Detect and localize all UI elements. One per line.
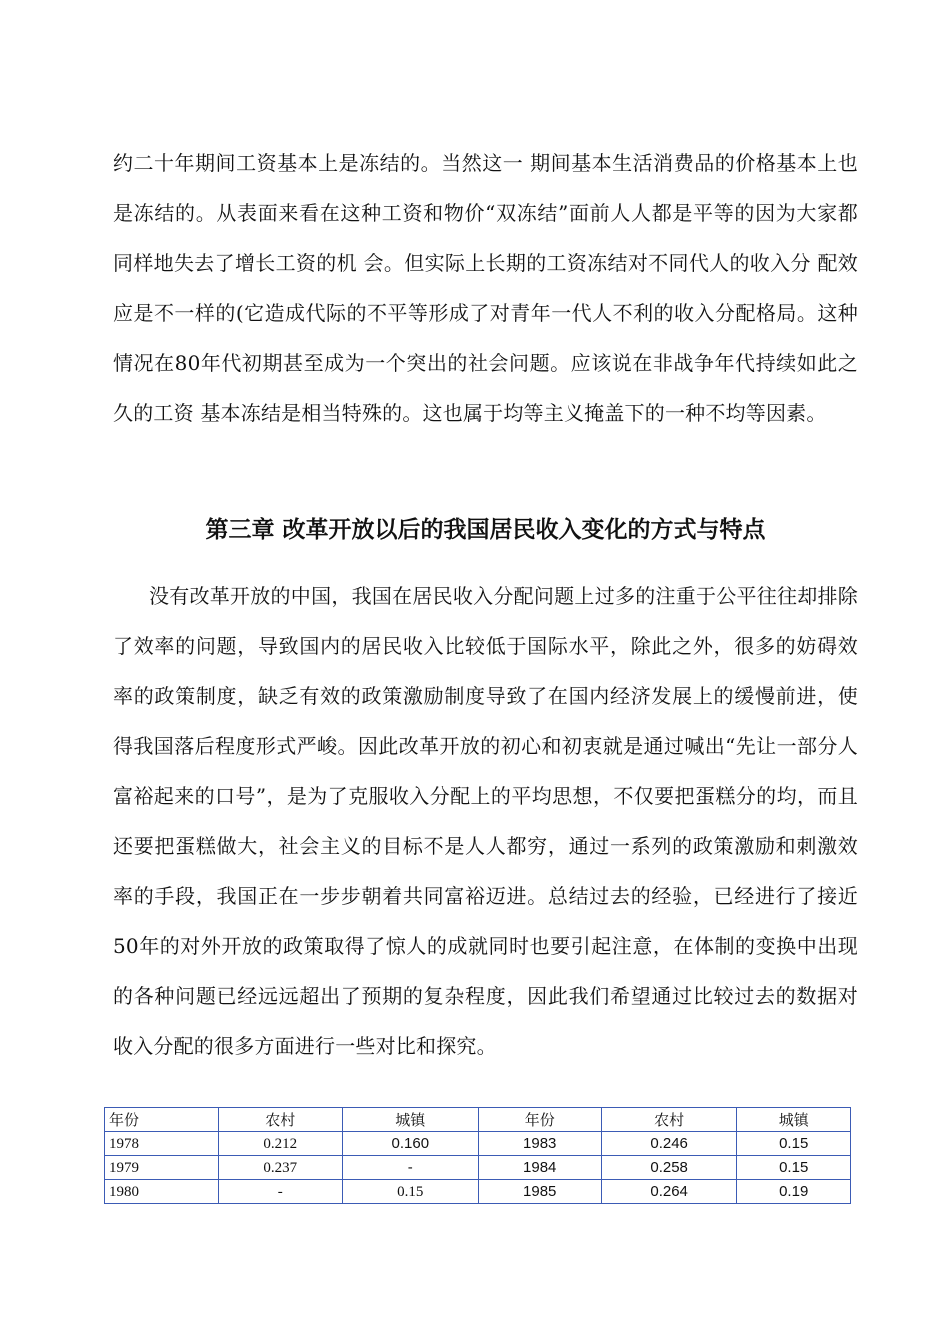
cell-year: 1983 xyxy=(478,1132,601,1156)
cell-rural: 0.237 xyxy=(218,1156,342,1180)
header-year-2: 年份 xyxy=(478,1108,601,1132)
body-paragraph-reform: 没有改革开放的中国，我国在居民收入分配问题上过多的注重于公平往往却排除了效率的问题，导致国内的居民收入比较低于国际水平，除此之外，很多的妨碍效率的政策制度，缺乏有效的政策激励制度导致了在国内经济发展上的缓慢前进，使得我国落后程度形式严峻。因此改革开放的初心和初衷就是通过喊出“先让一部分人富裕起来的口号”，是为了克服收入分配上的平均思想，不仅要把蛋糕分的均，而且还要把蛋糕做大，社会主义的目标不是人人都穷，通过一系列的政策激励和刺激效率的手段，我国正在一步步朝着共同富裕迈进。总结过去的经验，已经进行了接近50年的对外开放的政策取得了惊人的成就同时也要引起注意，在体制的变换中出现的各种问题已经远远超出了预期的复杂程度，因此我们希望通过比较过去的数据对收入分配的很多方面进行一些对比和探究。 xyxy=(113,584,858,1058)
table-row xyxy=(105,1132,851,1156)
header-urban-1: 城镇 xyxy=(343,1108,479,1132)
cell-rural: 0.246 xyxy=(601,1132,737,1156)
chapter-title: 第三章 改革开放以后的我国居民收入变化的方式与特点 xyxy=(205,516,766,543)
table-row xyxy=(105,1180,851,1204)
cell-year: 1980 xyxy=(105,1180,219,1204)
cell-urban: 0.15 xyxy=(343,1180,479,1204)
header-rural-2: 农村 xyxy=(601,1108,737,1132)
cell-year: 1984 xyxy=(478,1156,601,1180)
table-row xyxy=(105,1156,851,1180)
cell-rural: 0.212 xyxy=(218,1132,342,1156)
cell-urban: 0.15 xyxy=(737,1156,851,1180)
header-rural-1: 农村 xyxy=(218,1108,342,1132)
cell-rural: 0.258 xyxy=(601,1156,737,1180)
cell-year: 1979 xyxy=(105,1156,219,1180)
cell-urban: 0.15 xyxy=(737,1132,851,1156)
table-header-row xyxy=(105,1108,851,1132)
income-gini-table xyxy=(104,1107,851,1204)
cell-rural: 0.264 xyxy=(601,1180,737,1204)
cell-year: 1978 xyxy=(105,1132,219,1156)
header-year-1: 年份 xyxy=(105,1108,219,1132)
body-paragraph-wage-freeze: 约二十年期间工资基本上是冻结的。当然这一 期间基本生活消费品的价格基本上也是冻结的。从表面来看在这种工资和物价“双冻结”面前人人都是平等的因为大家都同样地失去了增长工资的机 会。但实际上长期的工资冻结对不同代人的收入分 配效应是不一样的(它造成代际的不平等形成了对青年一代人不利的收入分配格局。这种情况在80年代初期甚至成为一个突出的社会问题。应该说在非战争年代持续如此之久的工资 基本冻结是相当特殊的。这也属于均等主义掩盖下的一种不均等因素。 xyxy=(113,151,858,425)
cell-urban: - xyxy=(343,1156,479,1180)
header-urban-2: 城镇 xyxy=(737,1108,851,1132)
cell-rural: - xyxy=(218,1180,342,1204)
cell-urban: 0.160 xyxy=(343,1132,479,1156)
cell-year: 1985 xyxy=(478,1180,601,1204)
cell-urban: 0.19 xyxy=(737,1180,851,1204)
